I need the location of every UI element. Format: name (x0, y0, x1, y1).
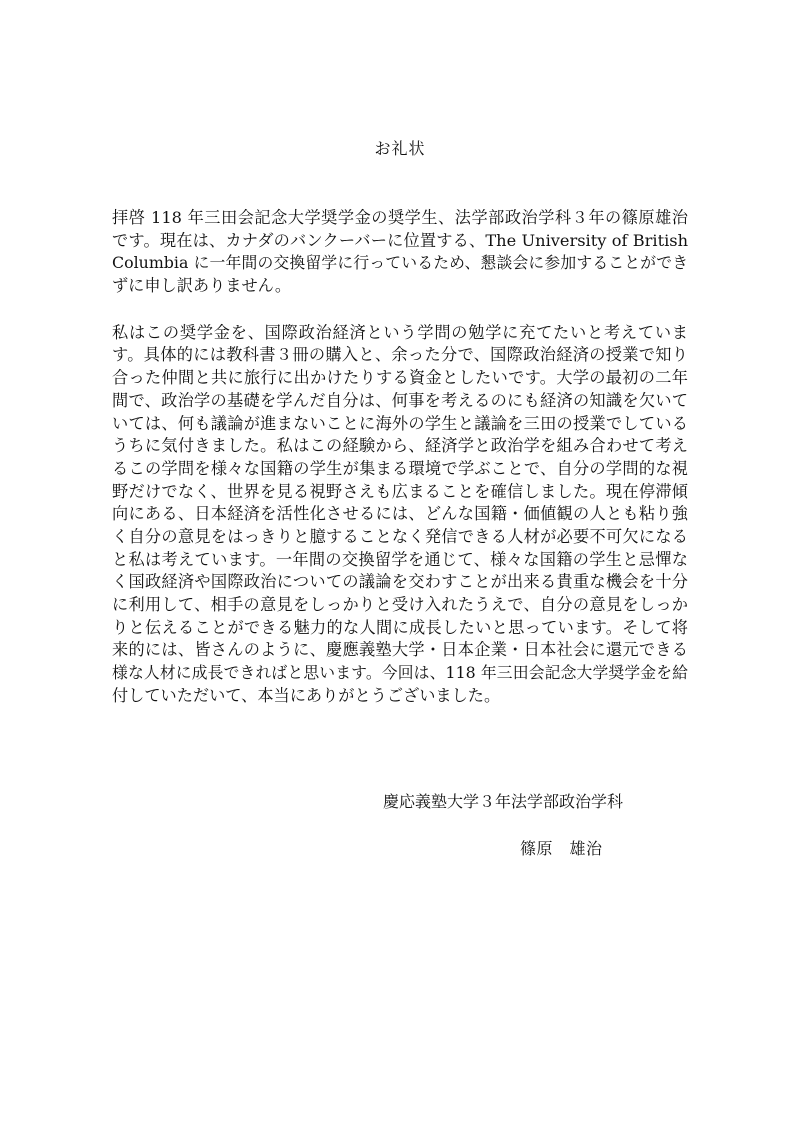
page-title: お礼状 (374, 139, 426, 158)
text-line: 向にある、日本経済を活性化させるには、どんな国籍・価値観の人とも粘り強 (112, 504, 688, 524)
text-line: 合った仲間と共に旅行に出かけたりする資金としたいです。大学の最初の二年 (112, 368, 688, 388)
text-line: うちに気付きました。私はこの経験から、経済学と政治学を組み合わせて考え (112, 436, 688, 456)
text-line: く自分の意見をはっきりと臆することなく発信できる人材が必要不可欠になる (112, 526, 688, 546)
text-line: るこの学問を様々な国籍の学生が集まる環境で学ぶことで、自分の学問的な視 (112, 458, 688, 478)
text-line: いては、何も議論が進まないことに海外の学生と議論を三田の授業でしている (112, 413, 688, 433)
text-line: 野だけでなく、世界を見る視野さえも広まることを確信しました。現在停滞傾 (112, 481, 688, 501)
letter-body (112, 207, 688, 707)
text-line: 付していただいて、本当にありがとうございました。 (112, 685, 501, 705)
text-line: 拝啓 118 年三田会記念大学奨学金の奨学生、法学部政治学科３年の篠原雄治 (112, 208, 688, 227)
text-line: に利用して、相手の意見をしっかりと受け入れたうえで、自分の意見をしっか (112, 595, 688, 614)
paragraph-1 (112, 207, 688, 298)
affiliation-line: 慶応義塾大学３年法学部政治学科 (383, 792, 624, 811)
text-line: です。現在は、カナダのバンクーバーに位置する、The University of British (112, 230, 688, 250)
text-line: く国政経済や国際政治についての議論を交わすことが出来る貴重な機会を十分 (112, 572, 688, 592)
text-line: りと伝えることができる魅力的な人間に成長したいと思っています。そして将 (112, 617, 688, 637)
paragraph-gap (112, 298, 688, 322)
text-line: と私は考えています。一年間の交換留学を通じて、様々な国籍の学生と忌憚な (112, 549, 688, 569)
text-line: Columbia に一年間の交換留学に行っているため、懇談会に参加することができ (112, 253, 688, 273)
text-line: 間で、政治学の基礎を学んだ自分は、何事を考えるのにも経済の知識を欠いて (112, 390, 688, 410)
text-line: 様な人材に成長できればと思います。今回は、118 年三田会記念大学奨学金を給 (112, 663, 688, 683)
text-line: 来的には、皆さんのように、慶應義塾大学・日本企業・日本社会に還元できる (112, 640, 688, 660)
signature-name: 篠原 雄治 (520, 839, 603, 858)
text-line: 私はこの奨学金を、国際政治経済という学問の勉学に充てたいと考えていま (112, 322, 688, 342)
text-line: ずに申し訳ありません。 (112, 276, 292, 296)
paragraph-2 (112, 322, 688, 708)
text-line: す。具体的には教科書３冊の購入と、余った分で、国際政治経済の授業で知り (112, 345, 688, 365)
